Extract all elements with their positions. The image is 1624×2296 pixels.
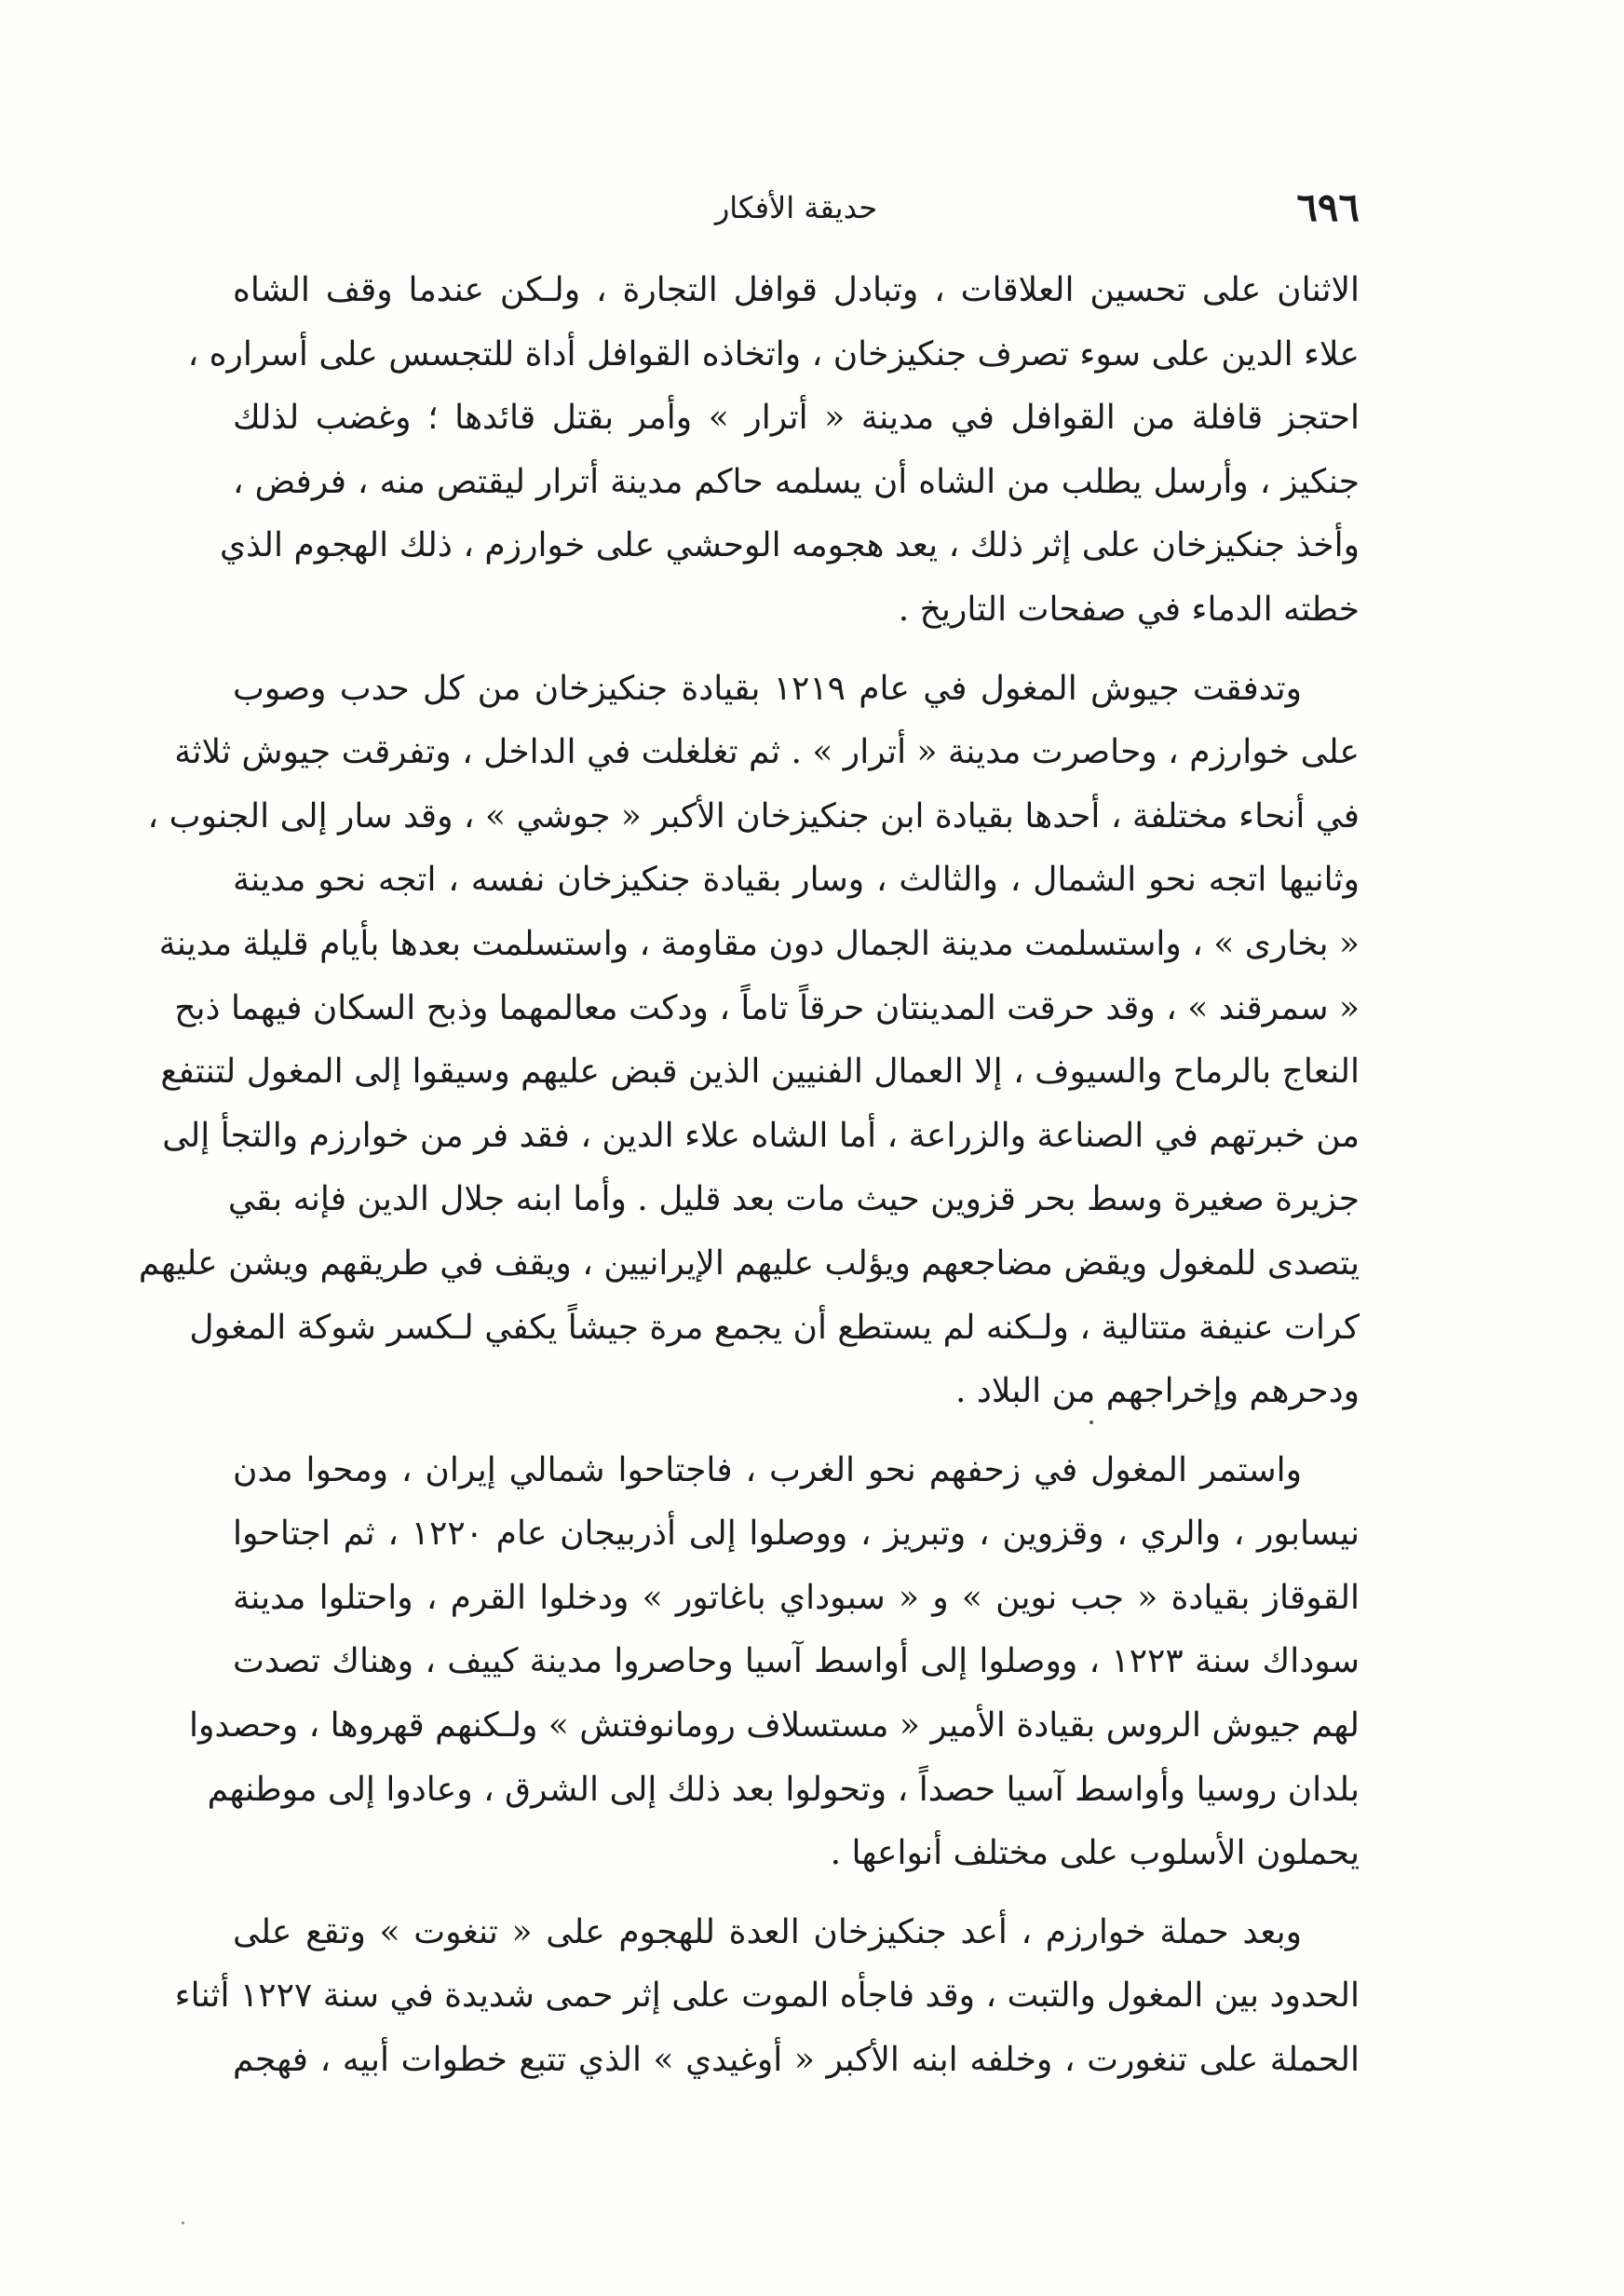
text-line: وثانيها اتجه نحو الشمال ، والثالث ، وسار بقيادة جنكيزخان نفسه ، اتجه نحو مدينة <box>233 861 1360 900</box>
text-line: خطته الدماء في صفحات التاريخ . <box>898 590 1360 629</box>
text-line: نيسابور ، والري ، وقزوين ، وتبريز ، ووصلوا إلى أذربيجان عام ١٢٢٠ ، ثم اجتاحوا <box>233 1515 1360 1554</box>
text-line: « بخارى » ، واستسلمت مدينة الجمال دون مقاومة ، واستسلمت بعدها بأيام قليلة مدينة <box>158 924 1360 963</box>
text-line: جنكيز ، وأرسل يطلب من الشاه أن يسلمه حاكم مدينة أترار ليقتص منه ، فرفض ، <box>233 462 1360 501</box>
page-header <box>233 184 1360 231</box>
text-line: القوقاز بقيادة « جب نوين » و « سبوداي باغاتور » ودخلوا القرم ، واحتلوا مدينة <box>233 1578 1360 1617</box>
text-line: وأخذ جنكيزخان على إثر ذلك ، يعد هجومه الوحشي على خوارزم ، ذلك الهجوم الذي <box>219 526 1360 565</box>
text-line: وتدفقت جيوش المغول في عام ١٢١٩ بقيادة جنكيزخان من كل حدب وصوب <box>233 669 1303 708</box>
text-line: يحملون الأسلوب على مختلف أنواعها . <box>830 1834 1360 1873</box>
text-line: النعاج بالرماح والسيوف ، إلا العمال الفنيين الذين قبض عليهم وسيقوا إلى المغول لتنتفع <box>160 1053 1360 1092</box>
text-line: لهم جيوش الروس بقيادة الأمير « مستسلاف رومانوفتش » ولـكنهم قهروها ، وحصدوا <box>189 1706 1360 1746</box>
text-line: علاء الدين على سوء تصرف جنكيزخان ، واتخاذه القوافل أداة للتجسس على أسراره ، <box>187 334 1360 374</box>
text-line: جزيرة صغيرة وسط بحر قزوين حيث مات بعد قليل . وأما ابنه جلال الدين فإنه بقي <box>227 1180 1360 1219</box>
text-line: يتصدى للمغول ويقض مضاجعهم ويؤلب عليهم الإيرانيين ، ويقف في طريقهم ويشن عليهم <box>138 1243 1360 1283</box>
text-line: بلدان روسيا وأواسط آسيا حصداً ، وتحولوا بعد ذلك إلى الشرق ، وعادوا إلى موطنهم <box>207 1770 1360 1809</box>
running-title: حديقة الأفكار <box>714 190 878 225</box>
text-line: كرات عنيفة متتالية ، ولـكنه لم يستطع أن يجمع مرة جيشاً يكفي لـكسر شوكة المغول <box>189 1308 1360 1347</box>
scan-speck <box>1089 1420 1093 1424</box>
paragraph-2 <box>138 658 1360 1424</box>
page-number: ٦٩٦ <box>1296 184 1360 230</box>
text-line: على خوارزم ، وحاصرت مدينة « أترار » . ثم تغلغلت في الداخل ، وتفرقت جيوش ثلاثة <box>174 733 1360 772</box>
text-line: الحملة على تنغورت ، وخلفه ابنه الأكبر « أوغيدي » الذي تتبع خطوات أبيه ، فهجم <box>233 2041 1360 2080</box>
text-line: واستمر المغول في زحفهم نحو الغرب ، فاجتاحوا شمالي إيران ، ومحوا مدن <box>233 1450 1302 1489</box>
text-line: الحدود بين المغول والتبت ، وقد فاجأه الموت على إثر حمى شديدة في سنة ١٢٢٧ أثناء <box>174 1977 1360 2016</box>
scan-speck <box>182 2221 184 2224</box>
text-line: احتجز قافلة من القوافل في مدينة « أترار » وأمر بقتل قائدها ؛ وغضب لذلك <box>233 399 1360 438</box>
paragraph-1 <box>187 259 1360 643</box>
paragraph-3 <box>189 1439 1360 1886</box>
text-line: سوداك سنة ١٢٢٣ ، ووصلوا إلى أواسط آسيا وحاصروا مدينة كييف ، وهناك تصدت <box>233 1642 1360 1681</box>
text-line: ودحرهم وإخراجهم من البلاد . <box>954 1372 1360 1411</box>
text-line: في أنحاء مختلفة ، أحدها بقيادة ابن جنكيزخان الأكبر « جوشي » ، وقد سار إلى الجنوب ، <box>147 796 1360 836</box>
text-line: « سمرقند » ، وقد حرقت المدينتان حرقاً تاماً ، ودكت معالمهما وذبح السكان فيهما ذبح <box>174 988 1360 1027</box>
text-line: وبعد حملة خوارزم ، أعد جنكيزخان العدة للهجوم على « تنغوت » وتقع على <box>233 1912 1302 1951</box>
paragraph-4 <box>174 1901 1360 2093</box>
text-line: من خبرتهم في الصناعة والزراعة ، أما الشاه علاء الدين ، فقد فر من خوارزم والتجأ إلى <box>162 1116 1360 1155</box>
text-line: الاثنان على تحسين العلاقات ، وتبادل قوافل التجارة ، ولـكن عندما وقف الشاه <box>233 271 1360 309</box>
body-text <box>138 259 1360 2093</box>
